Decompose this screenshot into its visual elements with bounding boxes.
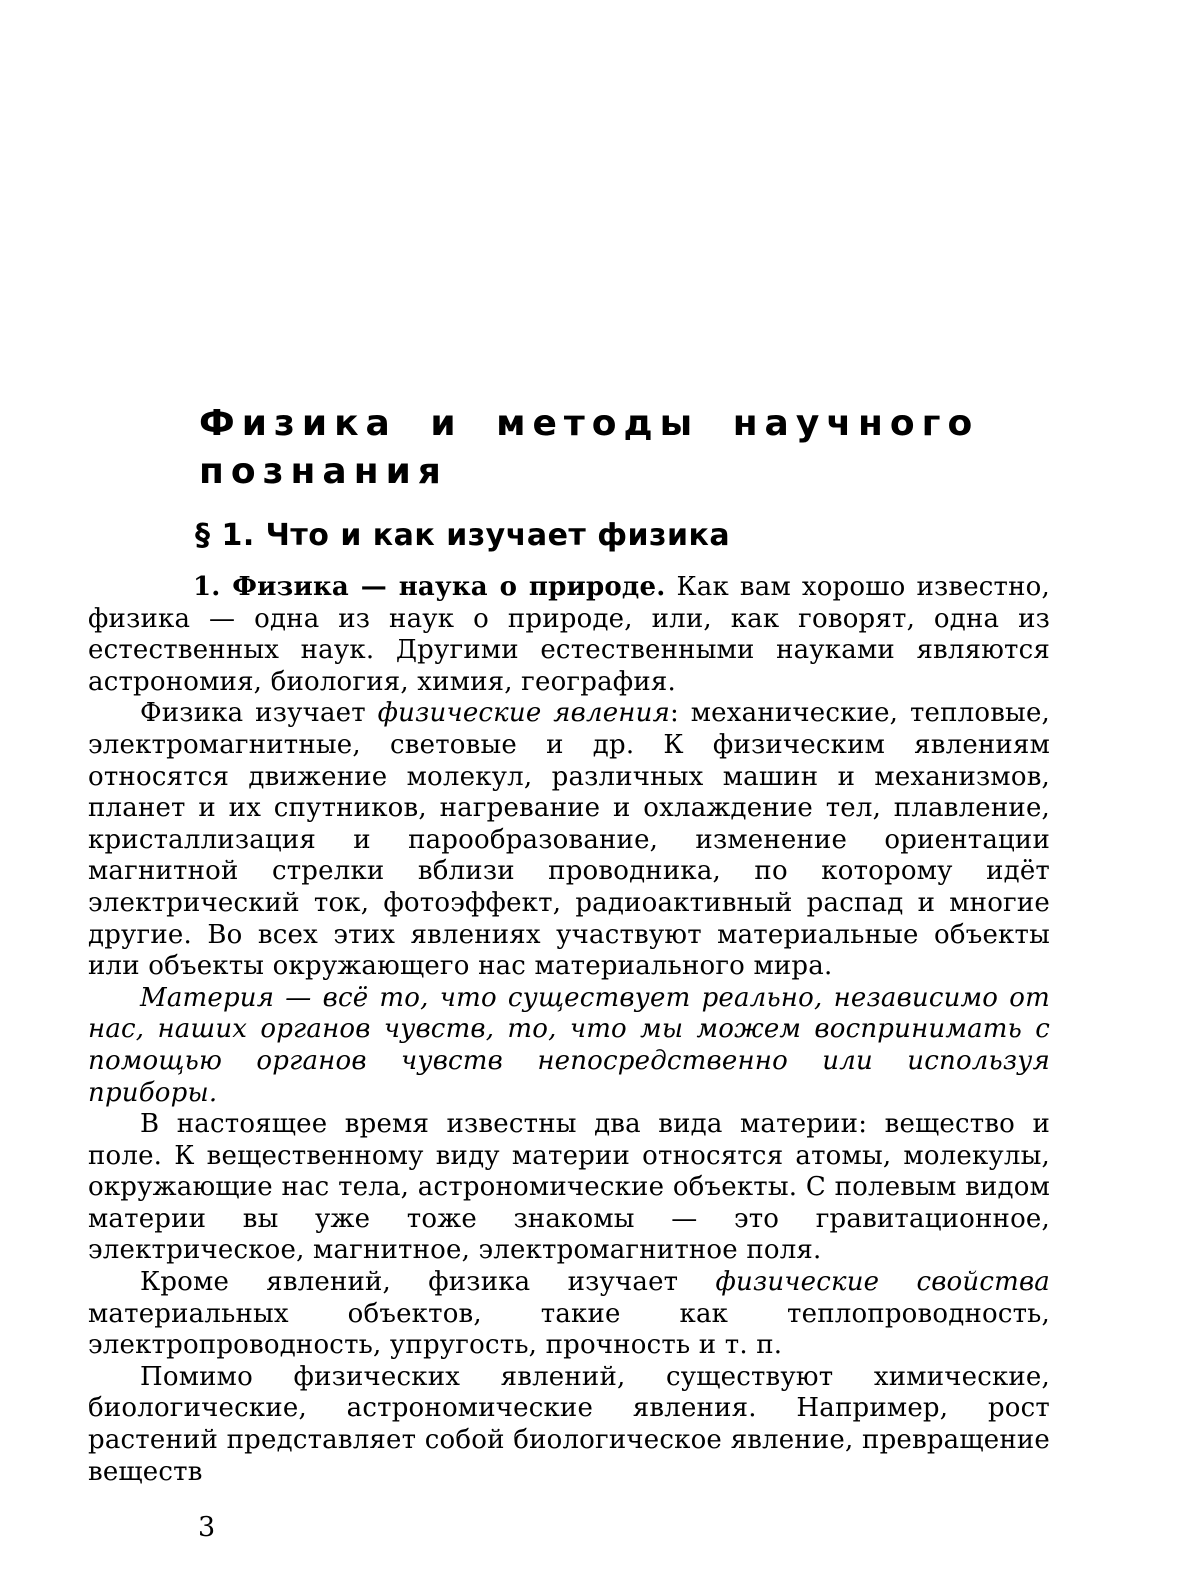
- body-text: [88, 572, 1050, 1488]
- paragraph-4: В настоящее время известны два вида материи: вещество и поле. К вещественному виду материи относятся атомы, молекулы, окружающие нас тела, астрономические объекты. С полевым видом материи вы уже тоже знакомы — это гравитационное, электрическое, магнитное, электромагнитное поля.: [88, 1109, 1050, 1266]
- paragraph-6: Помимо физических явлений, существуют химические, биологические, астрономические явления. Например, рост растений представляет собой биологическое явление, превращение веществ: [88, 1361, 1050, 1487]
- chapter-title: Физика и методы научного познания: [199, 403, 980, 492]
- paragraph-1: [88, 572, 1050, 698]
- paragraph-5-text-b: материальных объектов, такие как теплопроводность, электропроводность, упругость, прочность и т. п.: [88, 1298, 1050, 1361]
- paragraph-5: [88, 1267, 1050, 1362]
- paragraph-5-text-a: Кроме явлений, физика изучает: [140, 1267, 716, 1298]
- page-number: 3: [198, 1512, 216, 1544]
- paragraph-2: [88, 698, 1050, 982]
- paragraph-5-term-italic: физические свойства: [715, 1267, 1050, 1298]
- paragraph-1-text: Как вам хорошо известно, физика — одна из наук о природе, или, как говорят, одна из естественных наук. Другими естественными науками являются астрономия, биология, химия, география.: [88, 572, 1050, 697]
- paragraph-1-lead-bold: 1. Физика — наука о природе.: [193, 572, 666, 602]
- page-content: [88, 400, 1050, 1543]
- paragraph-2-text-a: Физика изучает: [140, 698, 378, 729]
- paragraph-3-definition: Материя — всё то, что существует реально, независимо от нас, наших органов чувств, то, что мы можем воспринимать с помощью органов чувств непосредственно или используя приборы.: [88, 982, 1050, 1108]
- paragraph-2-term-italic: физические явления: [377, 698, 670, 729]
- section-heading: § 1. Что и как изучает физика: [195, 518, 731, 553]
- paragraph-2-text-b: : механические, тепловые, электромагнитные, световые и др. К физическим явлениям относятся движение молекул, различных машин и механизмов, планет и их спутников, нагревание и охлаждение тел, плавление, кристаллизация и парообразование, изменение ориентации магнитной стрелки вблизи проводника, по которому идёт электрический ток, фотоэффект, радиоактивный распад и многие другие. Во всех этих явлениях участвуют материальные объекты или объекты окружающего нас материального мира.: [88, 698, 1050, 982]
